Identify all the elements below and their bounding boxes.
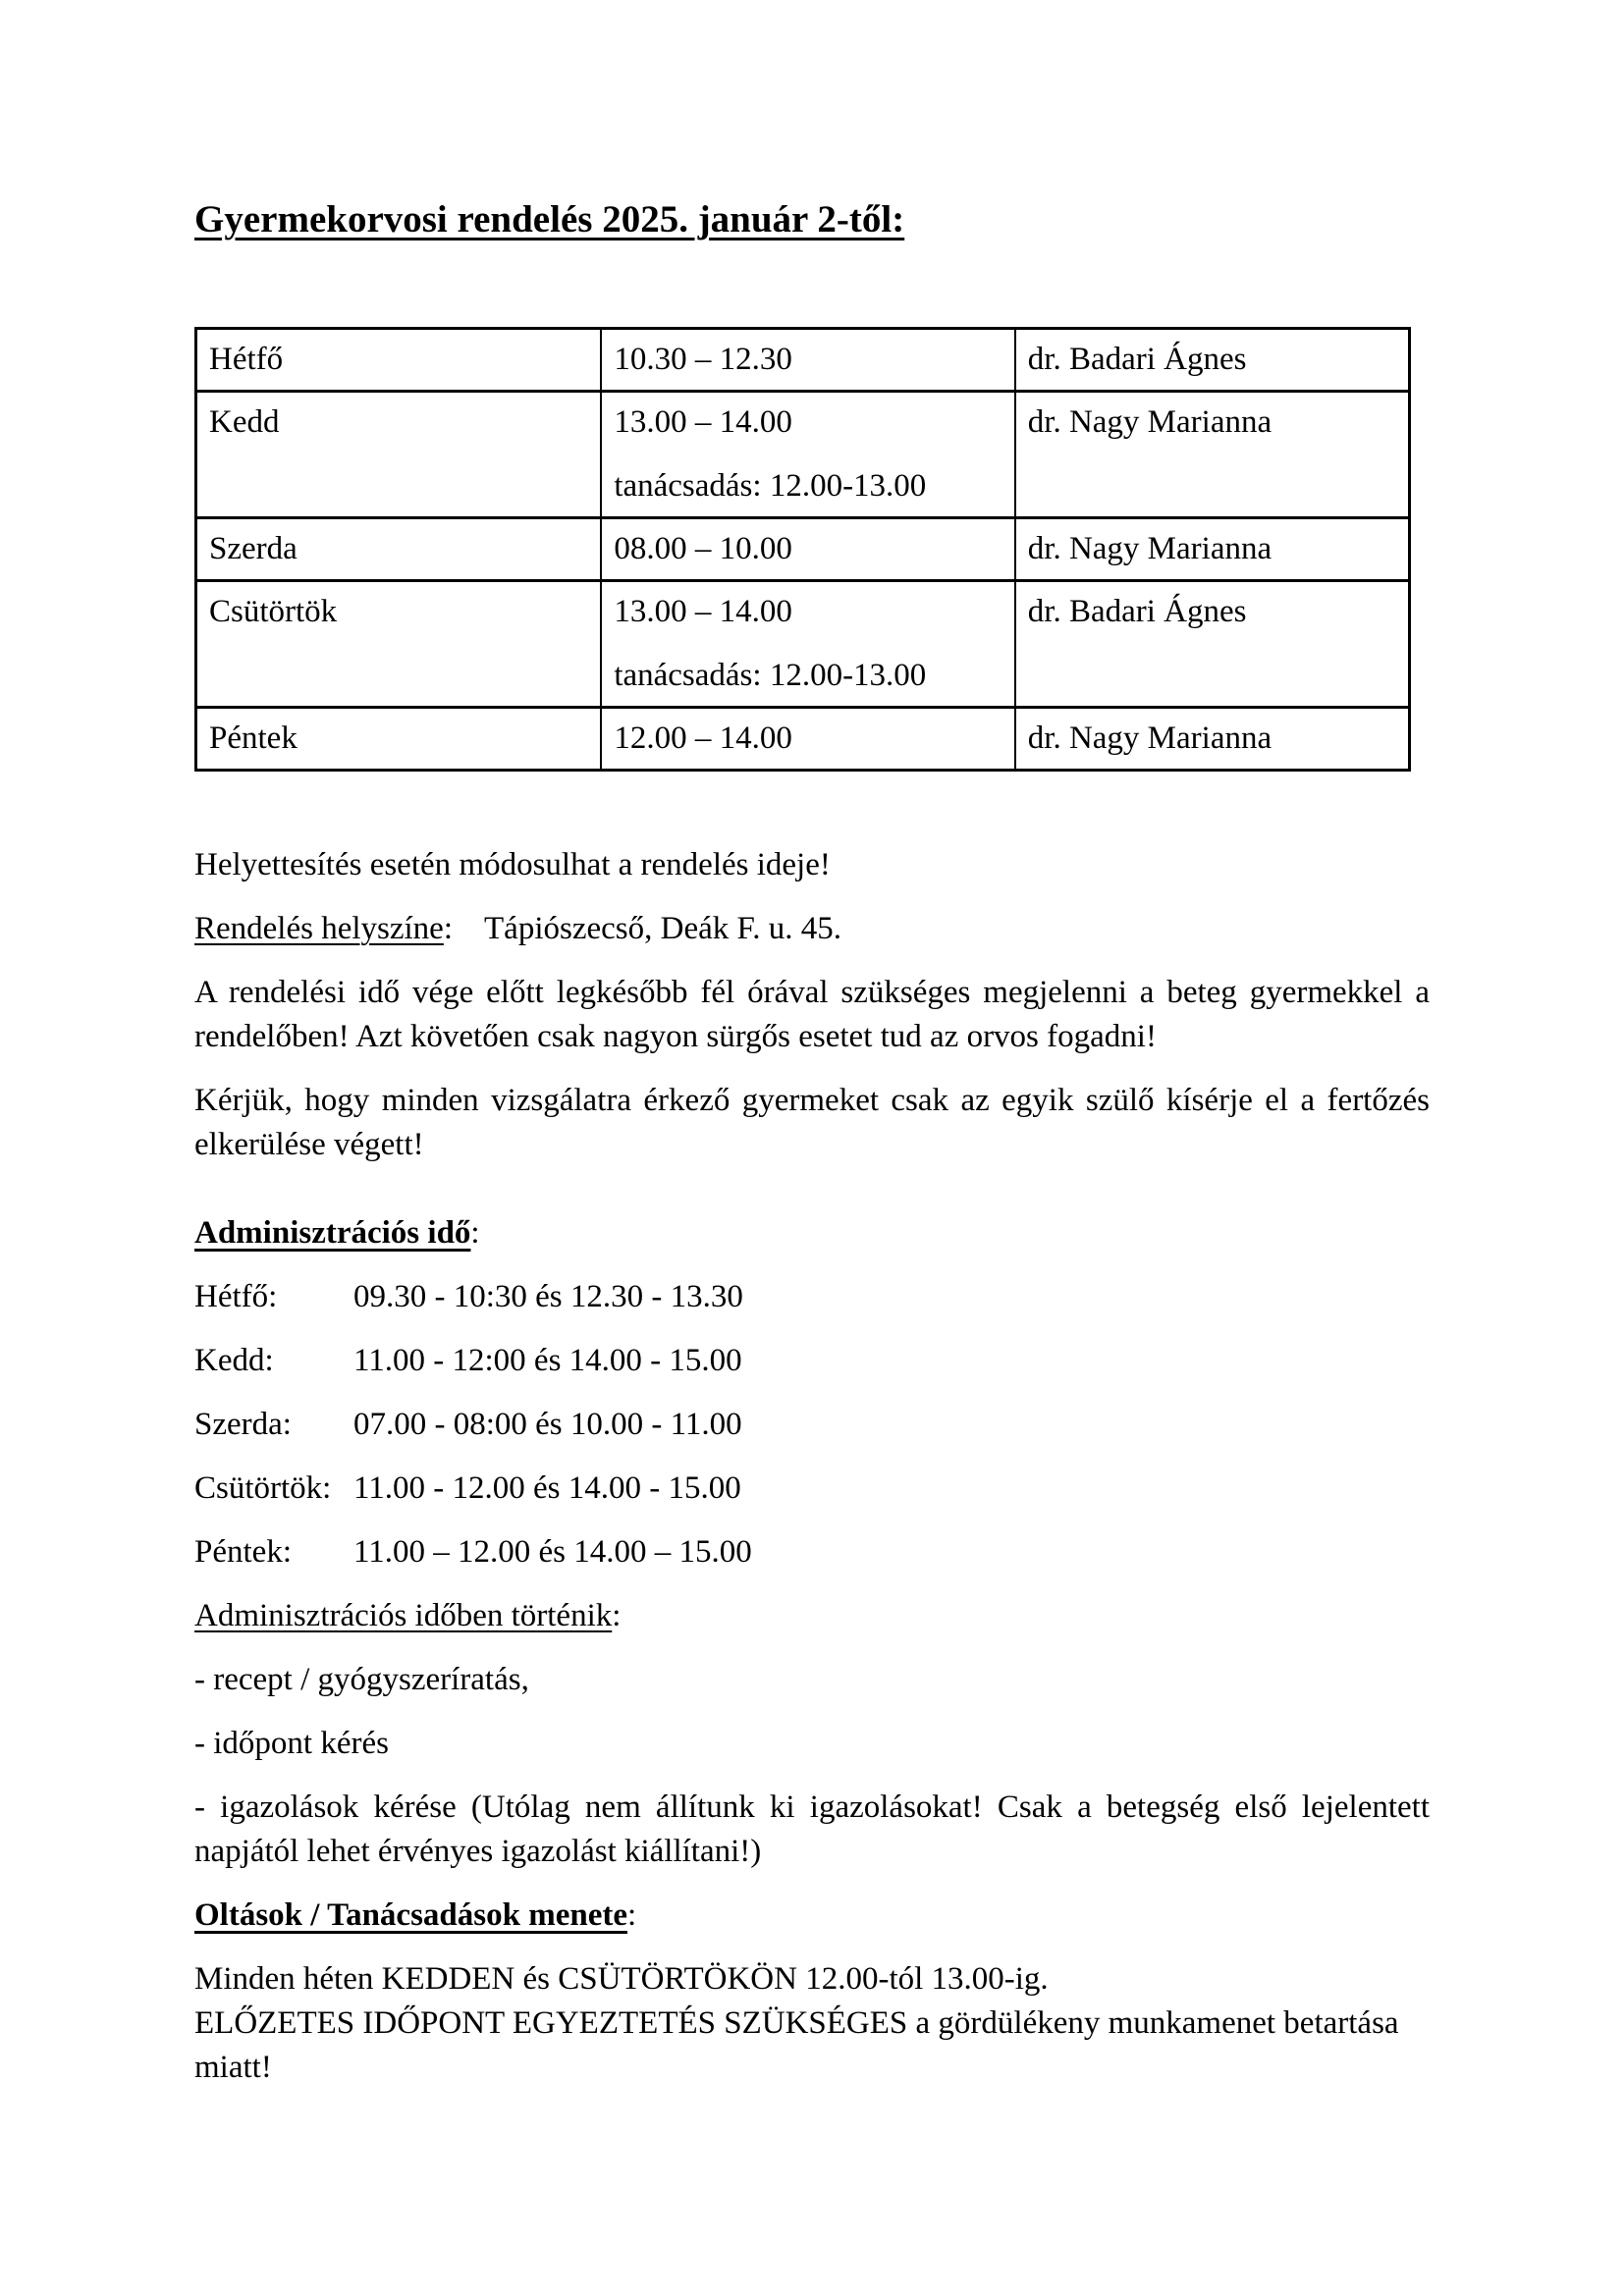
schedule-time-note: tanácsadás: 12.00-13.00 (614, 468, 927, 504)
admin-entry (194, 1275, 1430, 1319)
schedule-day-cell: Péntek (196, 708, 602, 771)
location-value: Tápiószecső, Deák F. u. 45. (484, 911, 841, 946)
table-row (196, 392, 1410, 518)
page-title (194, 196, 1430, 243)
schedule-time-main: 13.00 – 14.00 (614, 404, 792, 440)
table-row (196, 518, 1410, 581)
schedule-time-main: 13.00 – 14.00 (614, 594, 792, 629)
parent-note: Kérjük, hogy minden vizsgálatra érkező gyermeket csak az egyik szülő kísérje el a fertőzés elkerülése végett! (194, 1083, 1430, 1162)
schedule-doctor-cell: dr. Nagy Marianna (1015, 392, 1410, 518)
schedule-day-cell: Kedd (196, 392, 602, 518)
admin-entry-time: 11.00 - 12.00 és 14.00 - 15.00 (353, 1470, 741, 1506)
admin-entry (194, 1467, 1430, 1511)
schedule-day-cell: Hétfő (196, 329, 602, 392)
admin-entry-time: 07.00 - 08:00 és 10.00 - 11.00 (353, 1407, 742, 1442)
admin-entry-time: 11.00 - 12:00 és 14.00 - 15.00 (353, 1343, 742, 1378)
arrival-note: A rendelési idő vége előtt legkésőbb fél órával szükséges megjelenni a beteg gyermekkel a rendelőben! Azt követően csak nagyon sürgős esetet tud az orvos fogadni! (194, 975, 1430, 1054)
schedule-time-note: tanácsadás: 12.00-13.00 (614, 658, 927, 693)
schedule-table (194, 327, 1411, 772)
schedule-time-cell (601, 392, 1014, 518)
admin-entry (194, 1403, 1430, 1447)
admin-activities-heading-colon: : (612, 1598, 622, 1633)
admin-activities-heading (194, 1594, 1430, 1638)
admin-entry-day: Péntek: (194, 1534, 292, 1570)
admin-activity-item: - időpont kérés (194, 1726, 389, 1761)
admin-entry (194, 1339, 1430, 1383)
admin-time-heading-text: Adminisztrációs idő (194, 1215, 471, 1251)
admin-entry-day: Kedd: (194, 1343, 274, 1378)
admin-time-heading (194, 1211, 1430, 1255)
vaccination-heading-colon: : (627, 1897, 637, 1933)
schedule-day-cell: Csütörtök (196, 581, 602, 708)
location-line (194, 907, 1430, 951)
vaccination-info-line1: Minden héten KEDDEN és CSÜTÖRTÖKÖN 12.00-tól 13.00-ig. (194, 1961, 1049, 1997)
schedule-day-cell: Szerda (196, 518, 602, 581)
schedule-time-cell (601, 581, 1014, 708)
location-label: Rendelés helyszíne (194, 911, 444, 946)
admin-activities-heading-text: Adminisztrációs időben történik (194, 1598, 613, 1633)
vaccination-info (194, 1957, 1430, 2090)
schedule-doctor-cell: dr. Nagy Marianna (1015, 708, 1410, 771)
schedule-doctor-cell: dr. Badari Ágnes (1015, 581, 1410, 708)
admin-entry-time: 09.30 - 10:30 és 12.30 - 13.30 (353, 1279, 743, 1314)
vaccination-heading (194, 1894, 1430, 1938)
vaccination-heading-text: Oltások / Tanácsadások menete (194, 1897, 627, 1933)
admin-entry-day: Hétfő: (194, 1279, 278, 1314)
admin-time-heading-colon: : (470, 1215, 480, 1251)
schedule-doctor-cell: dr. Badari Ágnes (1015, 329, 1410, 392)
table-row (196, 708, 1410, 771)
schedule-time-cell: 12.00 – 14.00 (601, 708, 1014, 771)
admin-entry-time: 11.00 – 12.00 és 14.00 – 15.00 (353, 1534, 752, 1570)
location-colon: : (443, 911, 454, 946)
table-row (196, 329, 1410, 392)
schedule-time-cell: 10.30 – 12.30 (601, 329, 1014, 392)
page-title-text: Gyermekorvosi rendelés 2025. január 2-től: (194, 198, 905, 240)
vaccination-info-line2: ELŐZETES IDŐPONT EGYEZTETÉS SZÜKSÉGES a gördülékeny munkamenet betartása miatt! (194, 2005, 1399, 2085)
admin-activity-item: - igazolások kérése (Utólag nem állítunk ki igazolásokat! Csak a betegség első lejelentett napjától lehet érvényes igazolást kiállítani!) (194, 1789, 1430, 1869)
schedule-doctor-cell: dr. Nagy Marianna (1015, 518, 1410, 581)
admin-entry-day: Szerda: (194, 1407, 292, 1442)
admin-activity-item: - recept / gyógyszeríratás, (194, 1662, 529, 1697)
schedule-time-cell: 08.00 – 10.00 (601, 518, 1014, 581)
admin-entry-day: Csütörtök: (194, 1470, 332, 1506)
substitution-note: Helyettesítés esetén módosulhat a rendelés ideje! (194, 847, 831, 882)
admin-entry (194, 1530, 1430, 1575)
table-row (196, 581, 1410, 708)
